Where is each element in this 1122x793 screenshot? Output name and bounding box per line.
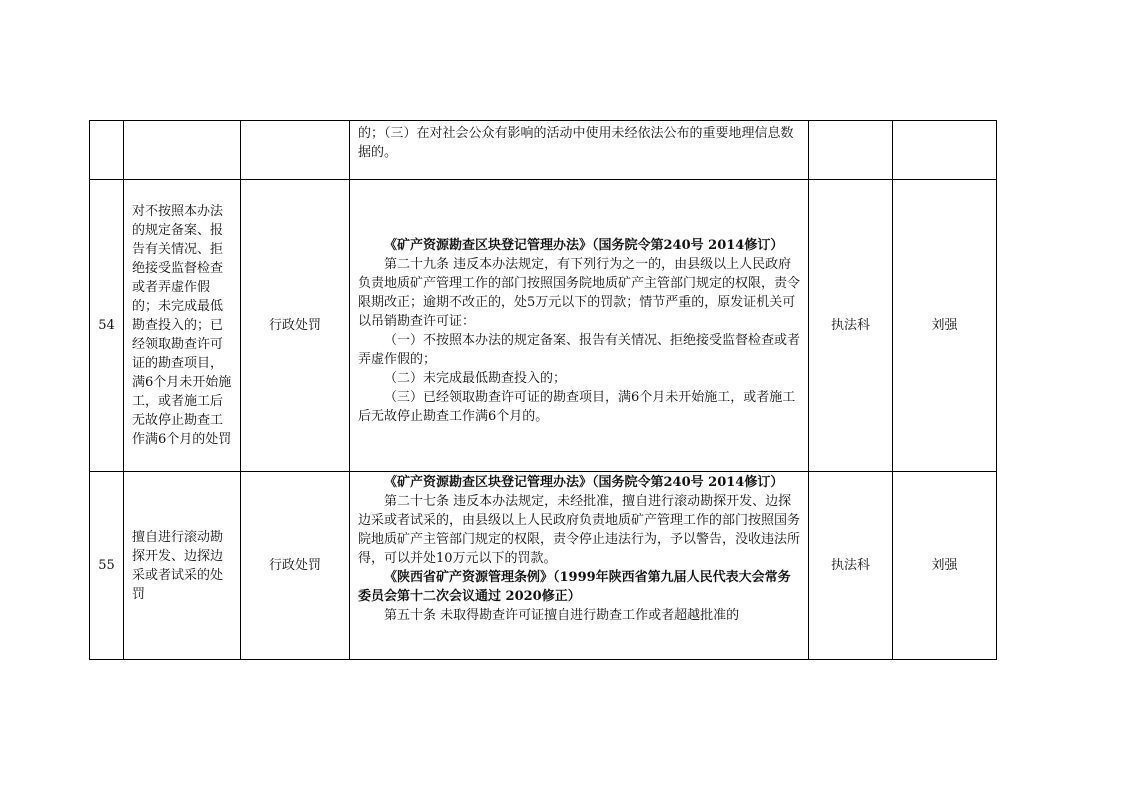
article-text: 第二十七条 违反本办法规定，未经批准，擅自进行滚动勘探开发、边探边采或者试采的，由县级以上人民政府负责地质矿产管理工作的部门按照国务院地质矿产主管部门规定的权限，责令停止违法行为，予以警告，没收违法所得，可以并处10万元以下的罚款。 bbox=[358, 494, 801, 566]
table-row bbox=[90, 121, 997, 180]
department-cell: 执法科 bbox=[809, 180, 893, 472]
law-title: 《矿产资源勘查区块登记管理办法》（国务院令第240号 2014修订） bbox=[384, 475, 784, 490]
item-cell: 擅自进行滚动勘探开发、边探边采或者试采的处罚 bbox=[124, 472, 241, 660]
table-row bbox=[90, 472, 997, 660]
person-cell bbox=[893, 121, 997, 180]
clause-text: （一）不按照本办法的规定备案、报告有关情况、拒绝接受监督检查或者弄虚作假的； bbox=[358, 332, 801, 367]
law-title: 《矿产资源勘查区块登记管理办法》（国务院令第240号 2014修订） bbox=[384, 237, 784, 253]
item-cell bbox=[124, 121, 241, 180]
basis-cell bbox=[350, 121, 809, 180]
department-cell bbox=[809, 121, 893, 180]
row-number: 54 bbox=[90, 180, 124, 472]
article-text: 第五十条 未取得勘查许可证擅自进行勘查工作或者超越批准的 bbox=[384, 608, 740, 623]
category-cell bbox=[241, 121, 350, 180]
law-title: 《陕西省矿产资源管理条例》（1999年陕西省第九届人民代表大会常务委员会第十二次会议通过 2020修正） bbox=[358, 570, 791, 604]
clause-text: （三）已经领取勘查许可证的勘查项目，满6个月未开始施工，或者施工后无故停止勘查工作满6个月的。 bbox=[358, 389, 796, 424]
punishment-table bbox=[89, 120, 997, 660]
item-cell: 对不按照本办法的规定备案、报告有关情况、拒绝接受监督检查或者弄虚作假的；未完成最低勘查投入的；已经领取勘查许可证的勘查项目，满6个月未开始施工，或者施工后无故停止勘查工作满6个月的处罚 bbox=[124, 180, 241, 472]
category-cell: 行政处罚 bbox=[241, 180, 350, 472]
table-row bbox=[90, 180, 997, 472]
department-cell: 执法科 bbox=[809, 472, 893, 660]
basis-text: 的；（三）在对社会公众有影响的活动中使用未经依法公布的重要地理信息数据的。 bbox=[358, 126, 794, 160]
article-text: 第二十九条 违反本办法规定，有下列行为之一的，由县级以上人民政府负责地质矿产管理工作的部门按照国务院地质矿产主管部门规定的权限，责令限期改正；逾期不改正的，处5万元以下的罚款；情节严重的，原发证机关可以吊销勘查许可证： bbox=[358, 256, 801, 329]
person-cell: 刘强 bbox=[893, 180, 997, 472]
clause-text: （二）未完成最低勘查投入的； bbox=[384, 370, 567, 386]
basis-cell bbox=[350, 472, 809, 660]
basis-cell bbox=[350, 180, 809, 472]
row-number bbox=[90, 121, 124, 180]
row-number: 55 bbox=[90, 472, 124, 660]
person-cell: 刘强 bbox=[893, 472, 997, 660]
category-cell: 行政处罚 bbox=[241, 472, 350, 660]
